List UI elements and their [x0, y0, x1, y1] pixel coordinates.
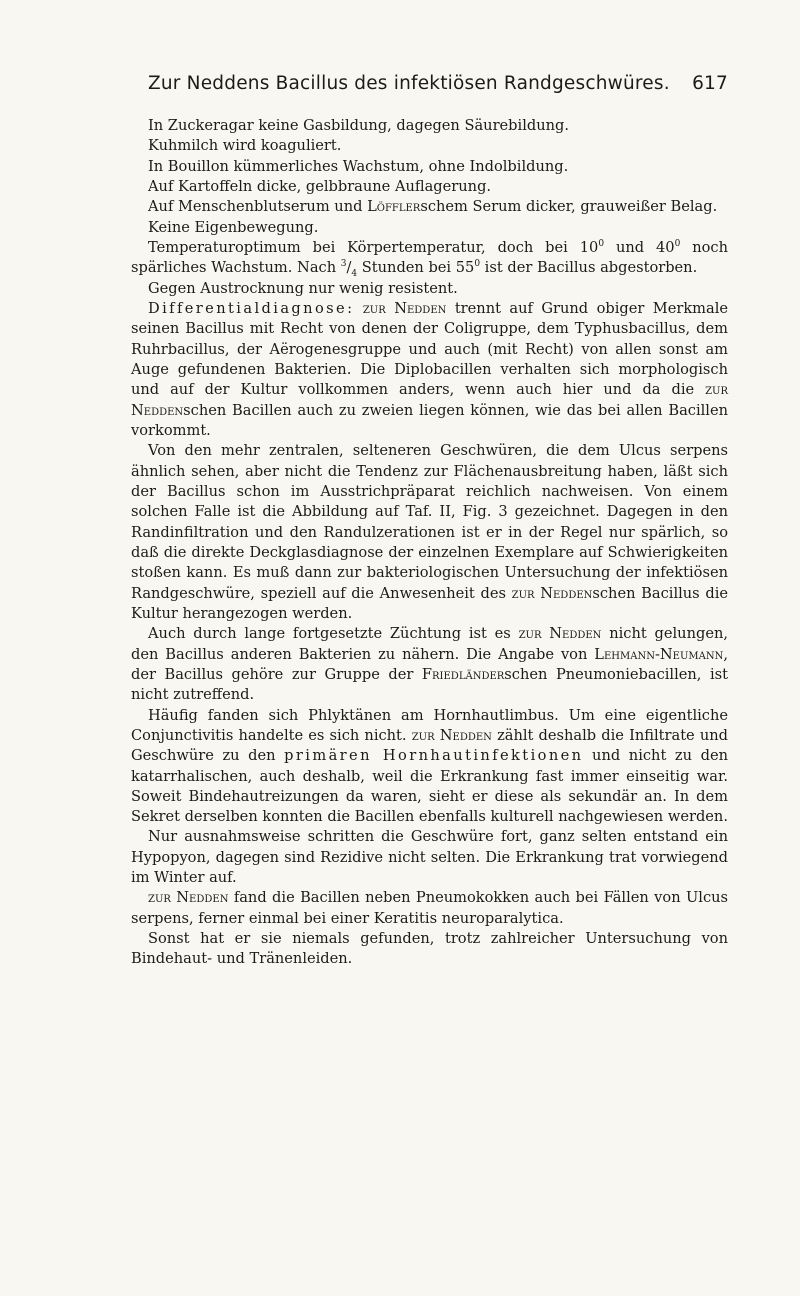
paragraph	[131, 299, 728, 441]
text-run: Sonst hat er sie niemals gefunden, trotz zahlreicher Untersuchung von Bindehaut- und Tränenleiden.	[131, 930, 728, 968]
text-run: zur Nedden	[131, 381, 728, 419]
text-run	[354, 300, 362, 317]
text-run: nicht gelungen, den Bacillus anderen Bakterien zu nähern. Die Angabe von	[131, 625, 728, 663]
paragraph	[131, 279, 728, 299]
text-run: fand die Bacillen neben Pneumokokken auch bei Fällen von Ulcus serpens, ferner einmal bei einer Keratitis neuroparalytica.	[131, 889, 729, 927]
paragraph	[131, 116, 728, 136]
text-run: , der Bacillus gehöre zur Gruppe der	[131, 645, 728, 683]
body-text	[131, 116, 728, 970]
text-run: Von den mehr zentralen, selteneren Geschwüren, die dem Ulcus serpens ähnlich sehen, aber nicht die Tendenz zur Flächenausbreitung haben, läßt sich der Bacillus schon im Ausstrichpräparat reichlich nachweisen. Von einem solchen Falle ist die Abbildung auf Taf. II, Fig. 3 gezeichnet. Dagegen in den Randinfiltration und den Randulzerationen ist er in der Regel nur spärlich, so daß die direkte Deckglasdiagnose der einzelnen Exemplare auf Schwierigkeiten stoßen kann. Es muß dann zur bakteriologischen Untersuchung der infektiösen Randgeschwüre, speziell auf die Anwesenheit des	[131, 442, 728, 602]
text-run: Stunden bei 55	[357, 259, 475, 277]
paragraph	[131, 136, 728, 156]
text-run: schen Bacillen auch zu zweien liegen können, wie das bei allen Bacillen vorkommt.	[131, 401, 728, 439]
text-run: Temperaturoptimum bei Körpertemperatur, doch bei 10	[148, 238, 599, 256]
text-run: zur Nedden	[411, 726, 492, 744]
text-run: trennt auf Grund obiger Merkmale seinen Bacillus mit Recht von denen der Coligruppe, dem Typhusbacillus, dem Ruhrbacillus, der Aërogenesgruppe und auch (mit Recht) von allen sonst am Auge gefundenen Bakterien. Die Diplobacillen verhalten sich morphologisch und auf der Kultur vollkommen anders, wenn auch hier und da die	[131, 299, 729, 399]
text-run: /	[346, 259, 352, 277]
text-run: und nicht zu den katarrhalischen, auch deshalb, weil die Erkrankung fast immer einseitig war. Soweit Bindehautreizungen da waren, sieht er diese als sekundär an. In dem Sekret derselben konnten die Bacillen ebenfalls kulturell nachgewiesen werden.	[131, 747, 728, 826]
paragraph	[131, 218, 728, 238]
text-run: noch spärliches Wachstum. Nach	[131, 238, 728, 277]
text-run: 0	[674, 239, 681, 250]
text-run: 4	[351, 269, 358, 280]
text-run: In Zuckeragar keine Gasbildung, dagegen Säurebildung.	[148, 117, 569, 134]
text-run: Lehmann-Neumann	[594, 645, 724, 663]
text-run: Kuhmilch wird koaguliert.	[148, 137, 342, 155]
text-run: Friedländer	[421, 665, 505, 683]
paragraph	[131, 827, 728, 888]
paragraph	[131, 177, 728, 197]
text-run: ist der Bacillus abgestorben.	[480, 259, 698, 277]
paragraph	[131, 929, 728, 970]
paragraph	[131, 238, 728, 279]
text-run: schen Bacillus die Kultur herangezogen werden.	[131, 584, 728, 622]
text-run: Nur ausnahmsweise schritten die Geschwüre fort, ganz selten entstand ein Hypopyon, dagegen sind Rezidive nicht selten. Die Erkrankung trat vorwiegend im Winter auf.	[131, 828, 728, 887]
text-run: zur Nedden	[518, 625, 602, 643]
text-run: zur Nedden	[511, 584, 593, 602]
text-run: Löffler	[367, 198, 421, 216]
text-run: schem Serum dicker, grauweißer Belag.	[420, 198, 718, 216]
text-run: primären Hornhautinfektionen	[284, 747, 584, 765]
running-header	[148, 70, 728, 98]
text-run: Auf Menschenblutserum und	[148, 198, 368, 216]
text-run: In Bouillon kümmerliches Wachstum, ohne Indolbildung.	[148, 157, 569, 175]
paragraph	[131, 624, 728, 705]
paragraph	[131, 706, 728, 828]
running-title: Zur Neddens Bacillus des infektiösen Randgeschwüres.	[148, 73, 670, 94]
text-run: zur Nedden	[362, 299, 447, 317]
text-run: zur Nedden	[148, 889, 229, 907]
page-number: 617	[692, 73, 728, 94]
text-run: schen Pneumoniebacillen, ist nicht zutreffend.	[131, 665, 728, 704]
text-run: Auch durch lange fortgesetzte Züchtung ist es	[148, 625, 519, 643]
paragraph	[131, 888, 728, 929]
paragraph	[131, 197, 728, 217]
text-run: Keine Eigenbewegung.	[148, 218, 319, 236]
text-run: Gegen Austrocknung nur wenig resistent.	[148, 279, 458, 297]
text-run: Auf Kartoffeln dicke, gelbbraune Auflagerung.	[148, 177, 492, 195]
paragraph	[131, 441, 728, 624]
text-run: und 40	[604, 238, 675, 256]
text-run: 0	[474, 259, 481, 270]
paragraph	[131, 157, 728, 177]
text-run: Häufig fanden sich Phlyktänen am Hornhautlimbus. Um eine eigentliche Conjunctivitis handelte es sich nicht.	[131, 706, 728, 744]
text-run: Differentialdiagnose:	[148, 299, 355, 317]
text-run: 0	[598, 239, 605, 250]
text-run: zählt deshalb die Infiltrate und Geschwüre zu den	[131, 726, 728, 765]
text-run: 3	[340, 259, 347, 270]
